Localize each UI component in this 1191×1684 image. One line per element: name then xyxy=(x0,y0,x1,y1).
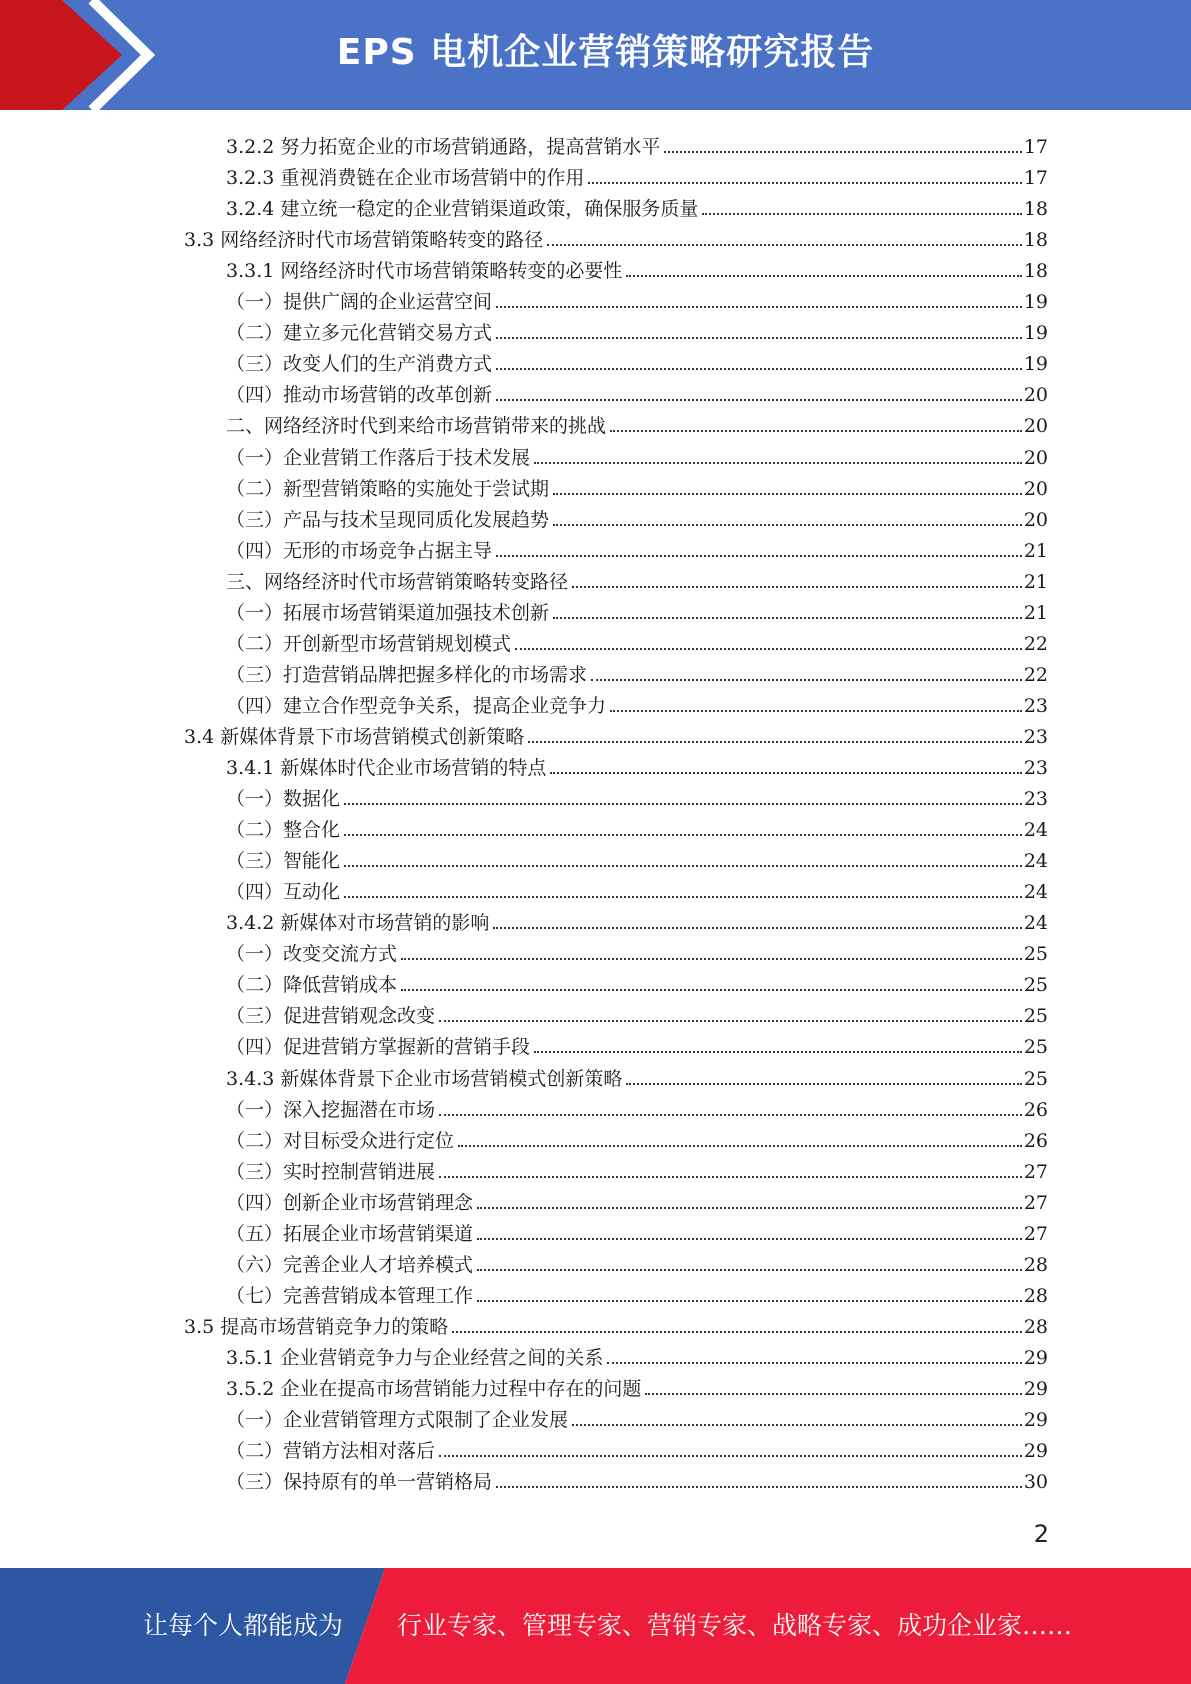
toc-entry[interactable] xyxy=(226,1462,1048,1493)
toc-entry-label: （三）智能化 xyxy=(226,850,341,873)
toc-dot-leader xyxy=(534,1051,1022,1053)
toc-dot-leader xyxy=(439,1455,1022,1457)
toc-dot-leader xyxy=(664,151,1021,153)
toc-entry-page: 22 xyxy=(1023,632,1048,655)
toc-entry-label: （三）改变人们的生产消费方式 xyxy=(226,353,493,376)
toc-entry-page: 25 xyxy=(1023,943,1048,966)
toc-entry-page: 22 xyxy=(1023,663,1048,686)
toc-entry[interactable] xyxy=(184,717,1048,748)
toc-entry-label: （五）拓展企业市场营销渠道 xyxy=(226,1222,474,1245)
toc-dot-leader xyxy=(496,306,1022,308)
toc-entry-page: 23 xyxy=(1023,788,1048,811)
toc-entry-label: 3.2.3 重视消费链在企业市场营销中的作用 xyxy=(226,167,585,190)
toc-entry[interactable] xyxy=(226,1245,1048,1276)
toc-entry-page: 23 xyxy=(1023,757,1048,779)
toc-dot-leader xyxy=(344,803,1022,805)
toc-entry-label: （二）对目标受众进行定位 xyxy=(226,1129,455,1152)
toc-dot-leader xyxy=(439,1020,1022,1022)
toc-entry[interactable] xyxy=(226,282,1048,313)
toc-dot-leader xyxy=(553,493,1022,495)
toc-dot-leader xyxy=(572,1424,1022,1426)
toc-dot-leader xyxy=(645,1393,1021,1395)
toc-dot-leader xyxy=(588,182,1021,184)
toc-entry-label: （四）建立合作型竞争关系，提高企业竞争力 xyxy=(226,694,607,717)
toc-entry-page: 26 xyxy=(1023,1098,1048,1121)
toc-entry-page: 24 xyxy=(1023,912,1048,935)
toc-entry-label: （一）企业营销管理方式限制了企业发展 xyxy=(226,1409,569,1432)
toc-entry-label: （四）互动化 xyxy=(226,881,341,904)
toc-entry-label: （三）产品与技术呈现同质化发展趋势 xyxy=(226,508,550,531)
toc-entry-label: 3.5 提高市场营销竞争力的策略 xyxy=(184,1315,449,1338)
report-title: EPS 电机企业营销策略研究报告 xyxy=(336,32,875,73)
toc-entry-label: （三）促进营销观念改变 xyxy=(226,1005,436,1028)
toc-entry-label: （四）无形的市场竞争占据主导 xyxy=(226,539,493,562)
toc-entry-page: 18 xyxy=(1023,260,1048,283)
toc-dot-leader xyxy=(439,1114,1022,1116)
toc-entry-page: 20 xyxy=(1023,446,1048,469)
toc-entry-page: 29 xyxy=(1023,1440,1048,1463)
toc-entry-page: 30 xyxy=(1023,1471,1048,1494)
toc-entry-label: 3.5.2 企业在提高市场营销能力过程中存在的问题 xyxy=(226,1378,642,1400)
toc-entry[interactable] xyxy=(226,1121,1048,1152)
toc-dot-leader xyxy=(477,1300,1022,1302)
toc-entry[interactable] xyxy=(226,624,1048,655)
toc-entry[interactable] xyxy=(226,1183,1048,1214)
toc-entry[interactable] xyxy=(226,562,1048,593)
toc-entry-label: （一）拓展市场营销渠道加强技术创新 xyxy=(226,601,550,624)
toc-dot-leader xyxy=(344,865,1022,867)
toc-entry-label: 3.2.2 努力拓宽企业的市场营销通路，提高营销水平 xyxy=(226,136,661,158)
toc-entry[interactable] xyxy=(226,1090,1048,1121)
toc-entry-page: 19 xyxy=(1023,322,1048,345)
toc-entry-page: 19 xyxy=(1023,353,1048,376)
footer-slogan-right: 行业专家、管理专家、营销专家、战略专家、成功企业家…… xyxy=(397,1611,1073,1640)
toc-entry[interactable] xyxy=(226,779,1048,810)
toc-entry-label: （二）开创新型市场营销规划模式 xyxy=(226,632,512,655)
toc-entry[interactable] xyxy=(226,438,1048,469)
toc-entry-page: 28 xyxy=(1023,1315,1048,1338)
toc-dot-leader xyxy=(610,430,1022,432)
toc-entry-label: 3.3 网络经济时代市场营销策略转变的路径 xyxy=(184,229,544,252)
toc-entry-label: （二）营销方法相对落后 xyxy=(226,1440,436,1463)
toc-dot-leader xyxy=(493,927,1021,929)
toc-dot-leader xyxy=(626,275,1021,277)
toc-entry-label: （二）整合化 xyxy=(226,819,341,842)
toc-entry-label: （三）打造营销品牌把握多样化的市场需求 xyxy=(226,663,588,686)
toc-dot-leader xyxy=(572,586,1022,588)
toc-entry-label: （一）改变交流方式 xyxy=(226,943,398,966)
toc-entry[interactable] xyxy=(226,841,1048,872)
toc-entry-label: （二）降低营销成本 xyxy=(226,974,398,997)
toc-dot-leader xyxy=(702,213,1021,215)
toc-entry[interactable] xyxy=(226,313,1048,344)
toc-entry-label: （三）实时控制营销进展 xyxy=(226,1160,436,1183)
toc-entry-label: 3.4.3 新媒体背景下企业市场营销模式创新策略 xyxy=(226,1067,623,1090)
toc-dot-leader xyxy=(553,617,1022,619)
toc-entry[interactable] xyxy=(226,1214,1048,1245)
toc-entry-page: 25 xyxy=(1023,1005,1048,1028)
toc-entry-page: 27 xyxy=(1023,1222,1048,1245)
toc-dot-leader xyxy=(607,1362,1021,1364)
toc-entry-page: 17 xyxy=(1023,136,1048,158)
toc-entry[interactable] xyxy=(226,1059,1048,1090)
footer-slogan-left: 让每个人都能成为 xyxy=(143,1611,344,1640)
toc-entry-label: （一）数据化 xyxy=(226,788,341,811)
toc-dot-leader xyxy=(344,896,1022,898)
toc-entry-label: （一）深入挖掘潜在市场 xyxy=(226,1098,436,1121)
header-banner xyxy=(0,0,1191,110)
toc-entry-page: 17 xyxy=(1023,167,1048,190)
toc-entry[interactable] xyxy=(226,965,1048,996)
toc-dot-leader xyxy=(496,1486,1022,1488)
toc-entry[interactable] xyxy=(226,500,1048,531)
toc-entry[interactable] xyxy=(226,1338,1048,1369)
toc-entry[interactable] xyxy=(226,686,1048,717)
toc-entry[interactable] xyxy=(226,593,1048,624)
toc-entry-page: 24 xyxy=(1023,881,1048,904)
page-number: 2 xyxy=(1033,1520,1049,1548)
toc-entry[interactable] xyxy=(226,375,1048,406)
toc-entry-label: 3.3.1 网络经济时代市场营销策略转变的必要性 xyxy=(226,260,623,283)
toc-entry-label: （三）保持原有的单一营销格局 xyxy=(226,1471,493,1494)
toc-entry-page: 27 xyxy=(1023,1191,1048,1214)
toc-entry[interactable] xyxy=(226,1027,1048,1058)
toc-entry[interactable] xyxy=(226,996,1048,1027)
toc-dot-leader xyxy=(439,1176,1022,1178)
toc-entry[interactable] xyxy=(226,810,1048,841)
toc-dot-leader xyxy=(477,1269,1022,1271)
footer-banner xyxy=(0,1568,1191,1684)
toc-entry[interactable] xyxy=(226,934,1048,965)
toc-entry-page: 29 xyxy=(1023,1346,1048,1369)
toc-dot-leader xyxy=(550,772,1021,774)
toc-entry-page: 25 xyxy=(1023,974,1048,997)
toc-entry[interactable] xyxy=(226,158,1048,189)
toc-dot-leader xyxy=(591,679,1022,681)
toc-entry-label: 3.4.1 新媒体时代企业市场营销的特点 xyxy=(226,757,547,779)
toc-entry-page: 28 xyxy=(1023,1284,1048,1307)
toc-entry-page: 20 xyxy=(1023,384,1048,407)
toc-entry-page: 20 xyxy=(1023,477,1048,500)
toc-entry-page: 25 xyxy=(1023,1036,1048,1059)
toc-entry-label: 3.4 新媒体背景下市场营销模式创新策略 xyxy=(184,725,525,748)
toc-entry-label: （二）新型营销策略的实施处于尝试期 xyxy=(226,477,550,500)
toc-entry-label: （四）促进营销方掌握新的营销手段 xyxy=(226,1036,531,1059)
toc-entry[interactable] xyxy=(226,531,1048,562)
toc-entry[interactable] xyxy=(226,903,1048,934)
toc-entry-page: 18 xyxy=(1023,198,1048,221)
toc-dot-leader xyxy=(458,1145,1022,1147)
toc-entry[interactable] xyxy=(226,406,1048,437)
toc-entry[interactable] xyxy=(226,127,1048,158)
toc-entry-page: 29 xyxy=(1023,1409,1048,1432)
toc-entry[interactable] xyxy=(226,1152,1048,1183)
toc-dot-leader xyxy=(477,1238,1022,1240)
toc-entry[interactable] xyxy=(226,1276,1048,1307)
toc-entry[interactable] xyxy=(184,1307,1048,1338)
toc-entry-label: （二）建立多元化营销交易方式 xyxy=(226,322,493,345)
toc-entry-page: 18 xyxy=(1023,229,1048,252)
toc-dot-leader xyxy=(534,462,1022,464)
toc-entry-label: （四）创新企业市场营销理念 xyxy=(226,1191,474,1214)
toc-entry-page: 27 xyxy=(1023,1160,1048,1183)
toc-entry-label: （一）企业营销工作落后于技术发展 xyxy=(226,446,531,469)
toc-entry-page: 21 xyxy=(1023,601,1048,624)
toc-entry-page: 25 xyxy=(1023,1067,1048,1090)
toc-dot-leader xyxy=(401,958,1022,960)
toc-entry[interactable] xyxy=(226,1369,1048,1400)
toc-entry-page: 28 xyxy=(1023,1253,1048,1276)
toc-entry[interactable] xyxy=(226,1431,1048,1462)
toc-dot-leader xyxy=(477,1207,1022,1209)
toc-entry[interactable] xyxy=(184,220,1048,251)
toc-dot-leader xyxy=(547,244,1022,246)
toc-entry[interactable] xyxy=(226,344,1048,375)
toc-entry-page: 23 xyxy=(1023,694,1048,717)
toc-entry-page: 20 xyxy=(1023,415,1048,438)
toc-entry-label: 3.4.2 新媒体对市场营销的影响 xyxy=(226,912,490,935)
toc-dot-leader xyxy=(496,368,1022,370)
toc-dot-leader xyxy=(401,989,1022,991)
toc-entry-page: 24 xyxy=(1023,850,1048,873)
toc-entry-page: 24 xyxy=(1023,819,1048,842)
toc-dot-leader xyxy=(553,524,1022,526)
toc-dot-leader xyxy=(452,1331,1022,1333)
toc-entry[interactable] xyxy=(226,748,1048,779)
toc-entry-page: 19 xyxy=(1023,291,1048,314)
toc-entry[interactable] xyxy=(226,1400,1048,1431)
toc-entry[interactable] xyxy=(226,469,1048,500)
toc-entry-page: 23 xyxy=(1023,725,1048,748)
toc-dot-leader xyxy=(610,710,1022,712)
toc-entry[interactable] xyxy=(226,189,1048,220)
toc-entry-page: 21 xyxy=(1023,539,1048,562)
toc-entry-page: 26 xyxy=(1023,1129,1048,1152)
toc-entry-label: 二、网络经济时代到来给市场营销带来的挑战 xyxy=(226,415,607,438)
toc-dot-leader xyxy=(515,648,1022,650)
toc-entry-label: 三、网络经济时代市场营销策略转变路径 xyxy=(226,570,569,593)
toc-dot-leader xyxy=(496,337,1022,339)
toc-entry-label: 3.5.1 企业营销竞争力与企业经营之间的关系 xyxy=(226,1346,604,1369)
toc-entry-label: （六）完善企业人才培养模式 xyxy=(226,1253,474,1276)
toc-entry-page: 29 xyxy=(1023,1378,1048,1400)
toc-entry[interactable] xyxy=(226,872,1048,903)
toc-dot-leader xyxy=(496,555,1022,557)
toc-entry-label: （四）推动市场营销的改革创新 xyxy=(226,384,493,407)
toc-entry[interactable] xyxy=(226,251,1048,282)
toc-dot-leader xyxy=(626,1083,1021,1085)
toc-dot-leader xyxy=(528,741,1022,743)
toc-entry[interactable] xyxy=(226,655,1048,686)
toc-entry-label: （一）提供广阔的企业运营空间 xyxy=(226,291,493,314)
toc-dot-leader xyxy=(344,834,1022,836)
toc-dot-leader xyxy=(496,399,1022,401)
toc-entry-page: 21 xyxy=(1023,570,1048,593)
toc-entry-page: 20 xyxy=(1023,508,1048,531)
toc-entry-label: 3.2.4 建立统一稳定的企业营销渠道政策，确保服务质量 xyxy=(226,198,699,221)
toc-entry-label: （七）完善营销成本管理工作 xyxy=(226,1284,474,1307)
